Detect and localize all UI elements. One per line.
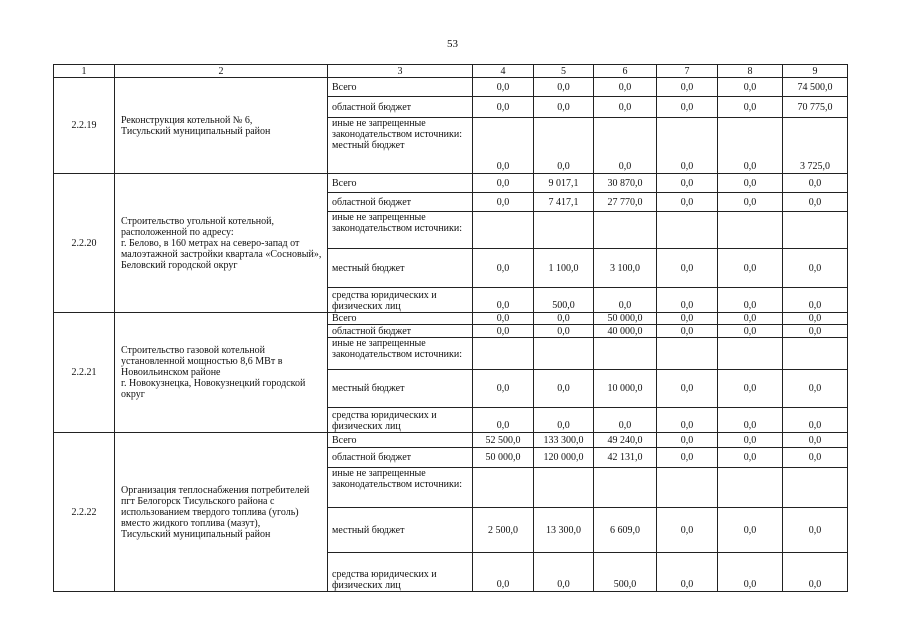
value-cell: 0,0 <box>657 288 718 313</box>
value-cell <box>783 338 848 370</box>
value-cell: 0,0 <box>534 78 594 97</box>
value-cell: 1 100,0 <box>534 249 594 288</box>
value-cell: 0,0 <box>783 288 848 313</box>
value-cell: 0,0 <box>594 97 657 118</box>
funding-source: Всего <box>328 174 473 193</box>
value-cell: 0,0 <box>783 174 848 193</box>
value-cell: 0,0 <box>657 78 718 97</box>
table-row <box>54 78 848 97</box>
value-cell <box>657 468 718 508</box>
value-cell: 0,0 <box>473 249 534 288</box>
value-cell: 0,0 <box>718 433 783 448</box>
value-cell: 0,0 <box>473 97 534 118</box>
value-cell: 0,0 <box>783 408 848 433</box>
value-cell <box>657 212 718 249</box>
column-header: 5 <box>534 65 594 78</box>
funding-source: Всего <box>328 433 473 448</box>
value-cell: 27 770,0 <box>594 193 657 212</box>
funding-source: средства юридических и физических лиц <box>328 553 473 592</box>
value-cell: 70 775,0 <box>783 97 848 118</box>
value-cell: 0,0 <box>718 78 783 97</box>
value-cell: 42 131,0 <box>594 448 657 468</box>
value-cell: 49 240,0 <box>594 433 657 448</box>
value-cell: 0,0 <box>718 313 783 325</box>
column-header: 1 <box>54 65 115 78</box>
value-cell: 0,0 <box>783 448 848 468</box>
item-code: 2.2.21 <box>54 313 115 433</box>
value-cell <box>534 468 594 508</box>
column-header: 3 <box>328 65 473 78</box>
value-cell: 0,0 <box>783 249 848 288</box>
page-number: 53 <box>447 38 458 50</box>
column-header: 6 <box>594 65 657 78</box>
value-cell: 9 017,1 <box>534 174 594 193</box>
table-row <box>54 313 848 325</box>
value-cell: 0,0 <box>657 97 718 118</box>
item-code: 2.2.20 <box>54 174 115 313</box>
value-cell: 0,0 <box>657 553 718 592</box>
funding-source: средства юридических и физических лиц <box>328 288 473 313</box>
value-cell: 0,0 <box>783 313 848 325</box>
value-cell: 0,0 <box>473 288 534 313</box>
value-cell <box>473 338 534 370</box>
value-cell: 0,0 <box>473 370 534 408</box>
value-cell: 0,0 <box>657 370 718 408</box>
value-cell: 0,0 <box>594 78 657 97</box>
value-cell <box>534 338 594 370</box>
value-cell: 0,0 <box>718 370 783 408</box>
value-cell: 0,0 <box>473 174 534 193</box>
value-cell: 0,0 <box>718 408 783 433</box>
value-cell: 52 500,0 <box>473 433 534 448</box>
value-cell: 0,0 <box>718 97 783 118</box>
value-cell: 0,0 <box>718 325 783 338</box>
value-cell: 0,0 <box>657 249 718 288</box>
value-cell: 0,0 <box>534 313 594 325</box>
value-cell: 0,0 <box>473 325 534 338</box>
funding-source: Всего <box>328 78 473 97</box>
funding-source: областной бюджет <box>328 193 473 212</box>
value-cell: 0,0 <box>594 288 657 313</box>
value-cell <box>594 212 657 249</box>
value-cell: 0,0 <box>783 433 848 448</box>
value-cell: 2 500,0 <box>473 508 534 553</box>
value-cell: 0,0 <box>657 313 718 325</box>
value-cell: 40 000,0 <box>594 325 657 338</box>
value-cell <box>783 212 848 249</box>
value-cell: 0,0 <box>534 97 594 118</box>
value-cell: 0,0 <box>657 408 718 433</box>
column-header: 4 <box>473 65 534 78</box>
table-row <box>54 433 848 448</box>
value-cell: 0,0 <box>534 325 594 338</box>
table-row <box>54 174 848 193</box>
item-name: Строительство газовой котельной установленной мощностью 8,6 МВт в Новоильинском районе г. Новокузнецка, Новокузнецкий городской округ <box>115 313 328 433</box>
value-cell <box>534 212 594 249</box>
item-name: Реконструкция котельной № 6, Тисульский муниципальный район <box>115 78 328 174</box>
value-cell: 0,0 <box>718 288 783 313</box>
value-cell <box>783 468 848 508</box>
funding-source: областной бюджет <box>328 448 473 468</box>
funding-source: иные не запрещенные законодательством источники: <box>328 212 473 249</box>
value-cell: 0,0 <box>657 448 718 468</box>
value-cell: 0,0 <box>473 553 534 592</box>
value-cell: 6 609,0 <box>594 508 657 553</box>
value-cell: 0,0 <box>657 193 718 212</box>
value-cell <box>473 468 534 508</box>
value-cell: 0,0 <box>534 370 594 408</box>
funding-source: иные не запрещенные законодательством источники: местный бюджет <box>328 118 473 174</box>
funding-source: местный бюджет <box>328 508 473 553</box>
value-cell: 30 870,0 <box>594 174 657 193</box>
funding-source: областной бюджет <box>328 325 473 338</box>
value-cell <box>718 468 783 508</box>
column-header: 8 <box>718 65 783 78</box>
value-cell: 0,0 <box>718 448 783 468</box>
item-code: 2.2.22 <box>54 433 115 592</box>
funding-source: Всего <box>328 313 473 325</box>
value-cell: 0,0 <box>718 193 783 212</box>
value-cell: 7 417,1 <box>534 193 594 212</box>
value-cell <box>718 338 783 370</box>
value-cell: 0,0 <box>657 118 718 174</box>
value-cell: 500,0 <box>534 288 594 313</box>
value-cell: 133 300,0 <box>534 433 594 448</box>
column-header: 2 <box>115 65 328 78</box>
column-header: 9 <box>783 65 848 78</box>
funding-source: местный бюджет <box>328 370 473 408</box>
header-row <box>54 65 848 78</box>
value-cell: 0,0 <box>657 433 718 448</box>
value-cell: 0,0 <box>783 193 848 212</box>
value-cell <box>594 338 657 370</box>
funding-source: местный бюджет <box>328 249 473 288</box>
value-cell: 500,0 <box>594 553 657 592</box>
value-cell: 3 100,0 <box>594 249 657 288</box>
value-cell: 0,0 <box>783 508 848 553</box>
item-name: Строительство угольной котельной, расположенной по адресу: г. Белово, в 160 метрах на северо-запад от малоэтажной застройки квартала «Сосновый», Беловский городской округ <box>115 174 328 313</box>
funding-source: областной бюджет <box>328 97 473 118</box>
value-cell: 50 000,0 <box>473 448 534 468</box>
value-cell <box>473 212 534 249</box>
funding-source: средства юридических и физических лиц <box>328 408 473 433</box>
value-cell: 0,0 <box>534 553 594 592</box>
value-cell: 0,0 <box>718 174 783 193</box>
funding-source: иные не запрещенные законодательством источники: <box>328 468 473 508</box>
value-cell: 0,0 <box>718 118 783 174</box>
value-cell: 0,0 <box>534 408 594 433</box>
value-cell: 0,0 <box>657 508 718 553</box>
value-cell: 0,0 <box>594 408 657 433</box>
value-cell: 0,0 <box>718 249 783 288</box>
value-cell <box>657 338 718 370</box>
value-cell: 0,0 <box>473 78 534 97</box>
value-cell: 0,0 <box>783 553 848 592</box>
value-cell: 0,0 <box>657 174 718 193</box>
budget-table <box>53 64 848 592</box>
value-cell <box>594 468 657 508</box>
value-cell: 0,0 <box>783 370 848 408</box>
value-cell: 10 000,0 <box>594 370 657 408</box>
column-header: 7 <box>657 65 718 78</box>
value-cell: 0,0 <box>594 118 657 174</box>
item-code: 2.2.19 <box>54 78 115 174</box>
value-cell: 0,0 <box>718 508 783 553</box>
value-cell: 0,0 <box>657 325 718 338</box>
value-cell: 0,0 <box>473 193 534 212</box>
value-cell: 0,0 <box>534 118 594 174</box>
value-cell: 3 725,0 <box>783 118 848 174</box>
value-cell: 74 500,0 <box>783 78 848 97</box>
value-cell: 0,0 <box>783 325 848 338</box>
value-cell: 0,0 <box>473 313 534 325</box>
value-cell: 13 300,0 <box>534 508 594 553</box>
funding-source: иные не запрещенные законодательством источники: <box>328 338 473 370</box>
value-cell: 50 000,0 <box>594 313 657 325</box>
item-name: Организация теплоснабжения потребителей пгт Белогорск Тисульского района с использованием твердого топлива (уголь) вместо жидкого топлива (мазут), Тисульский муниципальный район <box>115 433 328 592</box>
value-cell <box>718 212 783 249</box>
value-cell: 120 000,0 <box>534 448 594 468</box>
value-cell: 0,0 <box>473 408 534 433</box>
value-cell: 0,0 <box>718 553 783 592</box>
value-cell: 0,0 <box>473 118 534 174</box>
